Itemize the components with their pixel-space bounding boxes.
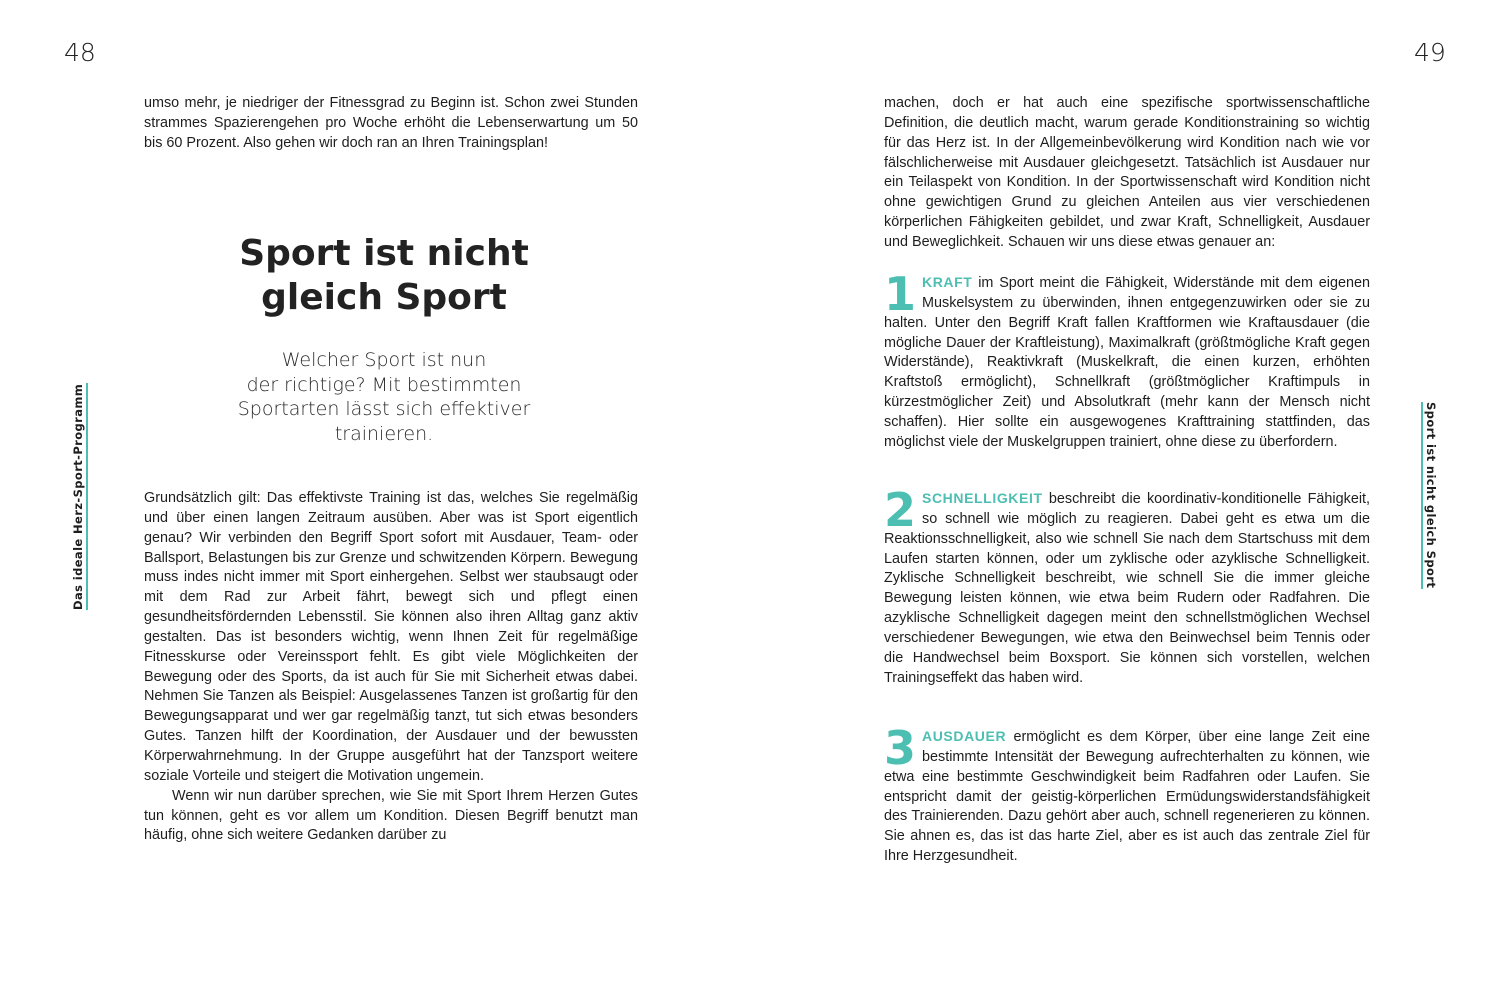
subheadline-line: der richtige? Mit bestimmten bbox=[246, 373, 522, 396]
section-number: 2 bbox=[884, 483, 917, 537]
subheadline-line: Welcher Sport ist nun bbox=[281, 349, 487, 371]
chapter-subheadline bbox=[144, 348, 624, 446]
subheadline-line: Sportarten lässt sich effektiver bbox=[237, 398, 531, 420]
chapter-headline bbox=[144, 232, 624, 320]
body-paragraph: Grundsätzlich gilt: Das effektivste Training ist das, welches Sie regelmäßig und über einen langen Zeitraum ausüben. Aber was ist Sport eigentlich genau? Wir verbinden den Begriff Sport sofort mit Ausdauer, Team- oder Ballsport, Belastungen bis zur Grenze und schwitzenden Körpern. Bewegung muss indes nicht immer mit Sport einhergehen. Selbst wer staubsaugt oder mit dem Rad zur Arbeit fährt, bewegt sich und pflegt einen gesundheitsfördernden Lebensstil. Sie können also ihren Alltag ganz aktiv gestalten. Das ist besonders wichtig, wenn Ihnen Zeit für regelmäßige Fitnesskurse oder Vereinssport fehlt. Es gibt viele Möglichkeiten der Bewegung oder des Sports, da ist auch für Sie mit Sicherheit etwas dabei. Nehmen Sie Tanzen als Beispiel: Ausgelassenes Tanzen ist großartig für den Bewegungsapparat und wer gar regelmäßig tanzt, tut sich etwas besonders Gutes. Tanzen hilft der Koordination, der Ausdauer und der bewussten Körperwahrnehmung. In der Gruppe ausgeführt hat der Tanzsport weitere soziale Vorteile und steigert die Motivation ungemein. bbox=[144, 490, 638, 784]
section-text: beschreibt die koordinativ-konditionelle Fähigkeit, so schnell wie möglich zu reagieren. Dabei geht es etwa um die Reaktionsschnelligkeit, also wie schnell Sie nach dem Startschuss mit dem Laufen starten können, oder um zyklische oder azyklische Schnelligkeit. Zyklische Schnelligkeit beschreibt, wie schnell Sie die immer gleiche Bewegung leisten können, wie etwa beim Rudern oder Radfahren. Die azyklische Schnelligkeit dagegen meint den schnellstmöglichen Wechsel verschiedener Bewegungen, wie etwa den Beinwechsel beim Tennis oder die Handwechsel beim Boxsport. Sie können sich vorstellen, welchen Trainingseffekt das haben wird. bbox=[884, 491, 1371, 686]
left-body-column bbox=[144, 489, 638, 846]
body-paragraph: Wenn wir nun darüber sprechen, wie Sie mit Sport Ihrem Herzen Gutes tun können, geht es vor allem um Kondition. Diesen Begriff benutzt man häufig, ohne sich weitere Gedanken darüber zu bbox=[144, 787, 638, 844]
chapter-tab-right: Sport ist nicht gleich Sport bbox=[1421, 402, 1439, 589]
headline-line: gleich Sport bbox=[261, 277, 507, 318]
left-intro-paragraph: umso mehr, je niedriger der Fitnessgrad zu Beginn ist. Schon zwei Stunden strammes Spazierengehen pro Woche erhöht die Lebenserwartung um 50 bis 60 Prozent. Also gehen wir doch ran an Ihren Trainingsplan! bbox=[144, 95, 638, 151]
page-number-left: 48 bbox=[64, 38, 96, 67]
section-ausdauer bbox=[884, 721, 1371, 867]
section-keyword: AUSDAUER bbox=[922, 728, 1007, 744]
section-number: 3 bbox=[884, 721, 917, 775]
section-text: ermöglicht es dem Körper, über eine lange Zeit eine bestimmte Intensität der Bewegung aufrechterhalten zu können, wie etwa eine bestimmte Geschwindigkeit beim Radfahren oder Laufen. Sie entspricht damit der geistig-körperlichen Ermüdungswiderstandsfähigkeit des Trainierenden. Dazu gehört aber auch, schnell regenerieren zu können. Sie ahnen es, das ist das harte Ziel, aber es ist auch das zentrale Ziel für Ihre Herzgesundheit. bbox=[884, 729, 1371, 865]
section-schnelligkeit bbox=[884, 483, 1371, 688]
right-intro-paragraph: machen, doch er hat auch eine spezifische sportwissenschaftliche Definition, die deutlich macht, warum gerade Konditionstraining so wichtig für das Herz ist. In der Allgemeinbevölkerung wird Kondition nach wie vor fälschlicherweise mit Ausdauer gleichgesetzt. Tatsächlich ist Ausdauer nur ein Teilaspekt von Kondition. In der Sportwissenschaft wird Kondition nicht ohne gewichtigen Grund zu gleichen Anteilen aus vier verschiedenen körperlichen Fähigkeiten gebildet, und zwar Kraft, Schnelligkeit, Ausdauer und Beweglichkeit. Schauen wir uns diese etwas genauer an: bbox=[884, 95, 1370, 250]
section-kraft bbox=[884, 267, 1370, 453]
section-keyword: SCHNELLIGKEIT bbox=[922, 490, 1043, 506]
section-number: 1 bbox=[884, 267, 917, 321]
section-keyword: KRAFT bbox=[922, 274, 973, 290]
section-text: im Sport meint die Fähigkeit, Widerstände mit dem eigenen Muskelsystem zu überwinden, ihnen entgegenzuwirken oder sie zu halten. Unter den Begriff Kraft fallen Kraftformen wie Kraftausdauer (die mögliche Dauer der Kraftleistung), Maximalkraft (größtmögliche Kraft gegen Widerstände), Reaktivkraft (Muskelkraft, die einen kurzen, erhöhten Kraftstoß ermöglicht), Schnellkraft (größtmöglicher Kraftimpuls in kürzestmöglicher Zeit) und Absolutkraft (mehr kann der Mensch nicht schaffen). Hier sollte ein ausgewogenes Krafttraining stattfinden, das möglichst viele der Muskelgruppen trainiert, ohne diese zu überfordern. bbox=[884, 275, 1370, 450]
page-number-right: 49 bbox=[1414, 38, 1446, 67]
subheadline-line: trainieren. bbox=[334, 422, 434, 445]
chapter-tab-left: Das ideale Herz-Sport-Programm bbox=[70, 383, 88, 610]
headline-line: Sport ist nicht bbox=[239, 233, 529, 274]
right-intro-column bbox=[884, 94, 1370, 253]
left-intro-column bbox=[144, 94, 638, 154]
